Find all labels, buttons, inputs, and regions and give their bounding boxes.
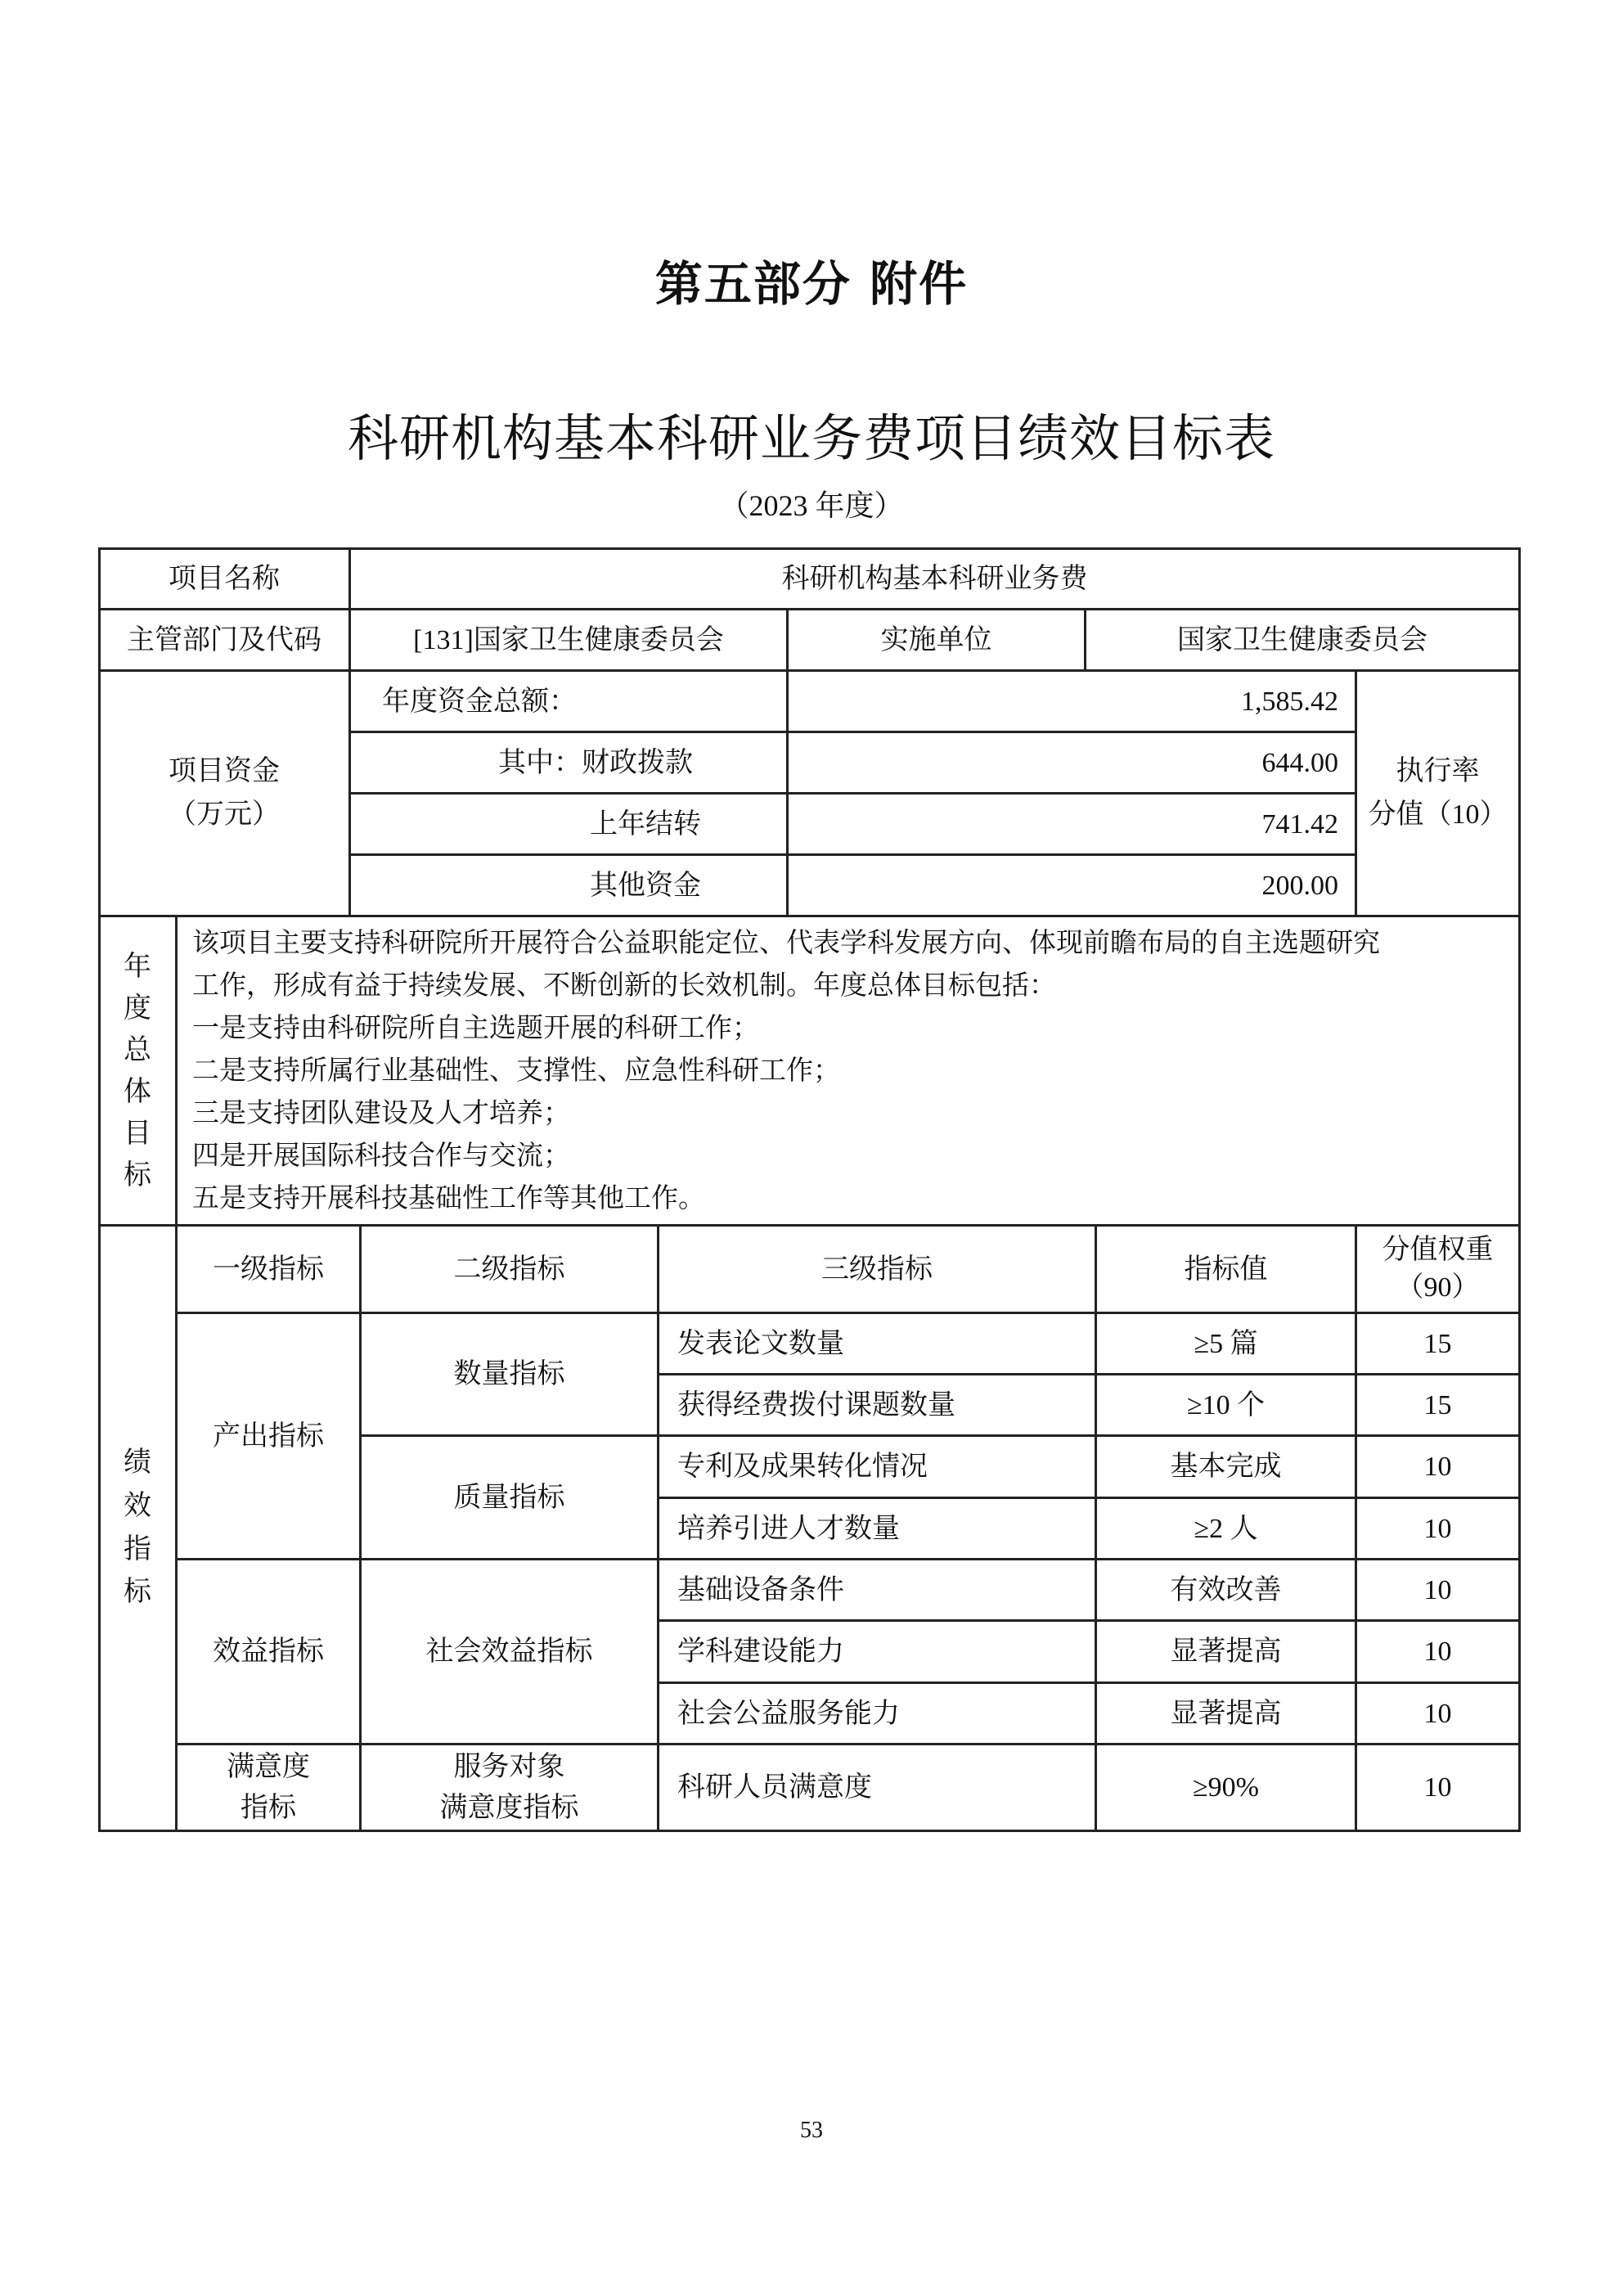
execution-rate-line2: 分值（10） <box>1368 799 1508 830</box>
goals-label-char: 总 <box>124 1034 151 1065</box>
header-level1: 一级指标 <box>176 1225 361 1313</box>
goals-line: 五是支持开展科技基础性工作等其他工作。 <box>192 1184 705 1213</box>
goals-line: 该项目主要支持科研院所开展符合公益职能定位、代表学科发展方向、体现前瞻布局的自主选题研究 <box>192 929 1380 958</box>
indicator-weight: 10 <box>1355 1744 1520 1831</box>
funding-carryover-value: 741.42 <box>787 793 1356 855</box>
indicator-weight: 10 <box>1355 1620 1520 1683</box>
indicator-weight: 15 <box>1355 1374 1520 1436</box>
group-social-benefit: 社会效益指标 <box>360 1559 659 1745</box>
goals-label-char: 年 <box>124 951 151 982</box>
goals-line: 一是支持由科研院所自主选题开展的科研工作； <box>192 1014 759 1043</box>
indicator-cell: 学科建设能力 <box>658 1620 1096 1683</box>
goals-label-char: 目 <box>124 1118 151 1149</box>
indicator-cell: 基础设备条件 <box>658 1559 1096 1621</box>
funding-other-value: 200.00 <box>787 854 1356 916</box>
dept-value: [131]国家卫生健康委员会 <box>349 609 788 671</box>
group-quantity: 数量指标 <box>360 1312 659 1436</box>
group-satisfaction <box>176 1744 361 1831</box>
indicator-weight: 10 <box>1355 1435 1520 1498</box>
performance-indicators-label <box>98 1225 177 1831</box>
execution-rate-line1: 执行率 <box>1396 755 1480 786</box>
page-number: 53 <box>800 2118 823 2143</box>
header-value: 指标值 <box>1095 1225 1356 1313</box>
funding-label-line2: （万元） <box>169 799 280 830</box>
header-level2: 二级指标 <box>360 1225 659 1313</box>
header-weight <box>1355 1225 1520 1313</box>
annual-goals-label <box>98 916 177 1226</box>
group-benefit: 效益指标 <box>176 1559 361 1745</box>
funding-label-line1: 项目资金 <box>169 755 280 786</box>
page-title: 科研机构基本科研业务费项目绩效目标表 <box>347 408 1275 468</box>
indicator-value: ≥10 个 <box>1095 1374 1356 1436</box>
group-service-satisfaction <box>360 1744 659 1831</box>
funding-carryover-label: 上年结转 <box>349 793 788 855</box>
indicator-weight: 15 <box>1355 1312 1520 1375</box>
perf-label-char: 标 <box>124 1577 151 1608</box>
impl-value: 国家卫生健康委员会 <box>1085 609 1520 671</box>
indicator-cell: 培养引进人才数量 <box>658 1497 1096 1560</box>
header-weight-line2: （90） <box>1396 1272 1480 1303</box>
perf-label-char: 指 <box>124 1533 151 1564</box>
indicator-cell: 科研人员满意度 <box>658 1744 1096 1831</box>
goals-line: 工作，形成有益于持续发展、不断创新的长效机制。年度总体目标包括： <box>192 971 1056 1001</box>
indicator-value: 有效改善 <box>1095 1559 1356 1621</box>
indicator-weight: 10 <box>1355 1497 1520 1560</box>
indicator-cell: 发表论文数量 <box>658 1312 1096 1375</box>
group-quality: 质量指标 <box>360 1435 659 1560</box>
execution-rate-score <box>1355 670 1520 916</box>
goals-line: 三是支持团队建设及人才培养； <box>192 1099 570 1128</box>
group-service-line1: 服务对象 <box>453 1752 565 1783</box>
group-service-line2: 满意度指标 <box>439 1792 579 1823</box>
page-subtitle: （2023 年度） <box>719 489 904 522</box>
group-output: 产出指标 <box>176 1312 361 1560</box>
group-satisfaction-line2: 指标 <box>241 1792 296 1823</box>
indicator-value: ≥2 人 <box>1095 1497 1356 1560</box>
project-name-value: 科研机构基本科研业务费 <box>349 547 1520 610</box>
funding-total-label: 年度资金总额： <box>349 670 788 732</box>
goals-line: 二是支持所属行业基础性、支撑性、应急性科研工作； <box>192 1056 840 1086</box>
indicator-cell: 获得经费拨付课题数量 <box>658 1374 1096 1436</box>
annual-goals-text <box>176 916 1520 1226</box>
header-level3: 三级指标 <box>658 1225 1096 1313</box>
header-weight-line1: 分值权重 <box>1382 1235 1494 1266</box>
indicator-cell: 社会公益服务能力 <box>658 1682 1096 1745</box>
perf-label-char: 绩 <box>124 1447 151 1479</box>
perf-label-char: 效 <box>124 1490 151 1521</box>
project-name-label: 项目名称 <box>98 547 350 610</box>
funding-label <box>98 670 350 916</box>
group-satisfaction-line1: 满意度 <box>227 1752 310 1783</box>
goals-label-char: 标 <box>124 1159 151 1191</box>
indicator-weight: 10 <box>1355 1559 1520 1621</box>
indicator-value: ≥5 篇 <box>1095 1312 1356 1375</box>
goals-label-char: 体 <box>124 1076 151 1107</box>
indicator-value: ≥90% <box>1095 1744 1356 1831</box>
funding-fiscal-value: 644.00 <box>787 732 1356 794</box>
indicator-value: 显著提高 <box>1095 1620 1356 1683</box>
funding-other-label: 其他资金 <box>349 854 788 916</box>
section-heading: 第五部分 附件 <box>654 256 969 312</box>
funding-fiscal-label: 其中：财政拨款 <box>349 732 788 794</box>
indicator-weight: 10 <box>1355 1682 1520 1745</box>
funding-total-value: 1,585.42 <box>787 670 1356 732</box>
goals-line: 四是开展国际科技合作与交流； <box>192 1141 570 1171</box>
indicator-value: 显著提高 <box>1095 1682 1356 1745</box>
goals-label-char: 度 <box>124 993 151 1024</box>
impl-label: 实施单位 <box>787 609 1086 671</box>
dept-label: 主管部门及代码 <box>98 609 350 671</box>
indicator-cell: 专利及成果转化情况 <box>658 1435 1096 1498</box>
indicator-value: 基本完成 <box>1095 1435 1356 1498</box>
